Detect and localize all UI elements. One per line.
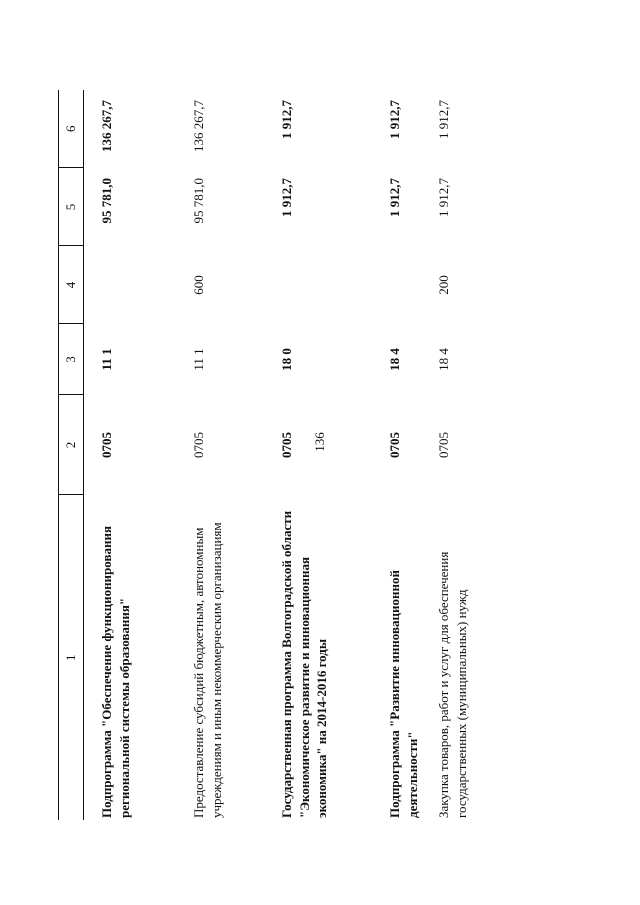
row-target: 11 1 [99,348,114,371]
page-number: 136 [312,432,327,452]
row-type [84,246,177,324]
row-name: Предоставление субсидий бюджетным, автономным учреждениям и иным некоммерческим организациям [191,522,224,818]
row-type: 200 [436,275,452,295]
row-value-6: 1 912,7 [387,100,402,139]
row-target: 18 4 [387,348,402,371]
row-name: Подпрограмма "Развитие инновационной деятельности" [387,570,420,818]
row-section: 0705 [436,432,452,458]
row-value-6: 136 267,7 [99,100,114,152]
row-value-6: 1 912,7 [279,100,294,139]
column-header-4: 4 [59,246,84,324]
row-value-6: 1 912,7 [436,100,452,139]
row-type: 600 [191,275,206,295]
row-type [264,246,372,324]
budget-table [58,90,495,820]
column-header-2: 2 [59,395,84,495]
column-header-1: 1 [59,495,84,820]
row-name: Закупка товаров, работ и услуг для обеспечения государственных (муниципальных) нужд [436,551,469,818]
table-row [421,90,495,820]
row-section: 0705 [279,432,294,458]
table-row [372,90,421,820]
column-header-3: 3 [59,324,84,395]
row-section: 0705 [191,432,206,458]
row-name: Подпрограмма "Обеспечение функционирования региональной системы образования" [99,526,132,818]
table-row [176,90,264,820]
row-value-5: 1 912,7 [436,178,452,217]
column-header-5: 5 [59,168,84,246]
row-value-5: 95 781,0 [191,178,206,224]
row-section: 0705 [99,432,114,458]
column-header-6: 6 [59,90,84,168]
row-section: 0705 [387,432,402,458]
table-row [264,90,372,820]
row-value-6: 136 267,7 [191,100,206,152]
row-target: 18 4 [436,348,452,371]
rotated-table-wrapper [58,90,550,820]
row-value-5: 95 781,0 [99,178,114,224]
row-value-5: 1 912,7 [279,178,294,217]
table-row [84,90,177,820]
row-type [372,246,421,324]
row-target: 11 1 [191,348,206,371]
column-number-row [59,90,84,820]
row-target: 18 0 [279,348,294,371]
row-value-5: 1 912,7 [387,178,402,217]
row-name: Государственная программа Волгоградской области "Экономическое развитие и инновационная экономика" на 2014-2016 годы [279,510,330,818]
